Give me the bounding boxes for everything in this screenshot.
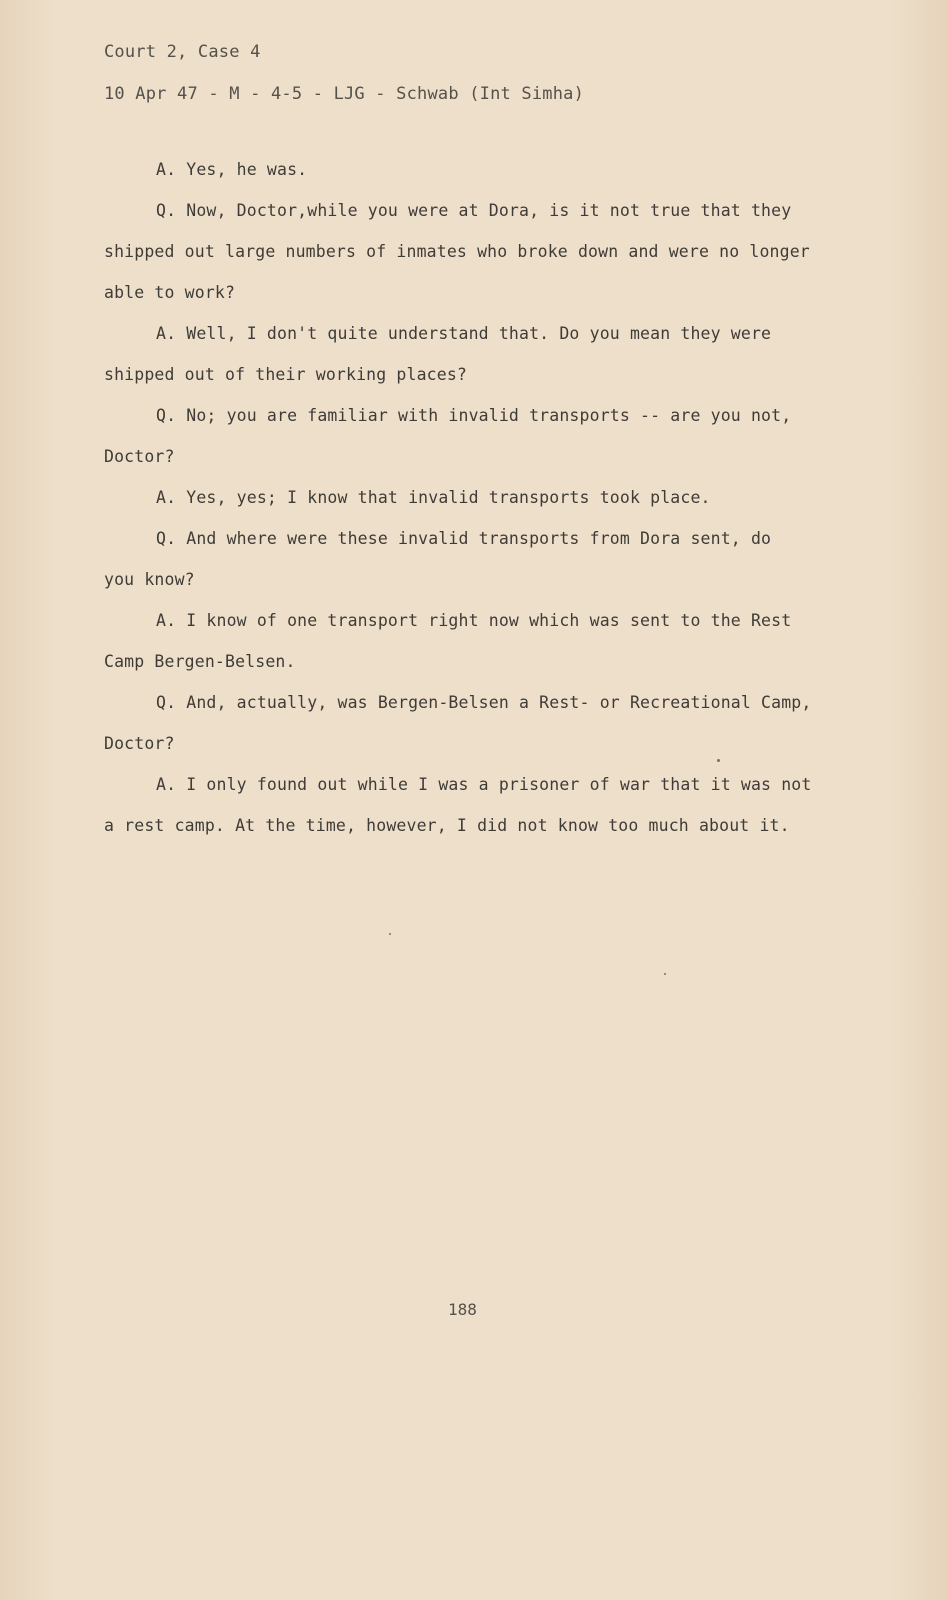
transcript-line: Q. And where were these invalid transports from Dora sent, do [156, 529, 772, 548]
transcript-line: A. Well, I don't quite understand that. Do you mean they were [156, 324, 772, 343]
transcript-line: Q. And, actually, was Bergen-Belsen a Rest- or Recreational Camp, [156, 693, 812, 712]
transcript-line: A. I only found out while I was a prisoner of war that it was not [156, 775, 812, 794]
transcript-line: you know? [104, 570, 195, 589]
paper-speck [389, 933, 391, 935]
transcript-line: A. Yes, yes; I know that invalid transports took place. [156, 488, 711, 507]
transcript-line: Q. No; you are familiar with invalid transports -- are you not, [156, 406, 792, 425]
transcript-line: A. Yes, he was. [156, 160, 308, 179]
transcript-line: Q. Now, Doctor,while you were at Dora, is it not true that they [156, 201, 792, 220]
session-header: 10 Apr 47 - M - 4-5 - LJG - Schwab (Int Simha) [104, 84, 585, 104]
case-header: Court 2, Case 4 [104, 42, 261, 62]
transcript-line: Camp Bergen-Belsen. [104, 652, 296, 671]
transcript-line: a rest camp. At the time, however, I did not know too much about it. [104, 816, 790, 835]
transcript-line: Doctor? [104, 734, 175, 753]
paper-speck [664, 973, 666, 975]
paper-speck [717, 759, 720, 762]
transcript-line: shipped out large numbers of inmates who broke down and were no longer [104, 242, 810, 261]
transcript-line: shipped out of their working places? [104, 365, 468, 384]
page-number: 188 [448, 1300, 477, 1319]
transcript-line: able to work? [104, 283, 236, 302]
transcript-line: A. I know of one transport right now which was sent to the Rest [156, 611, 792, 630]
transcript-line: Doctor? [104, 447, 175, 466]
